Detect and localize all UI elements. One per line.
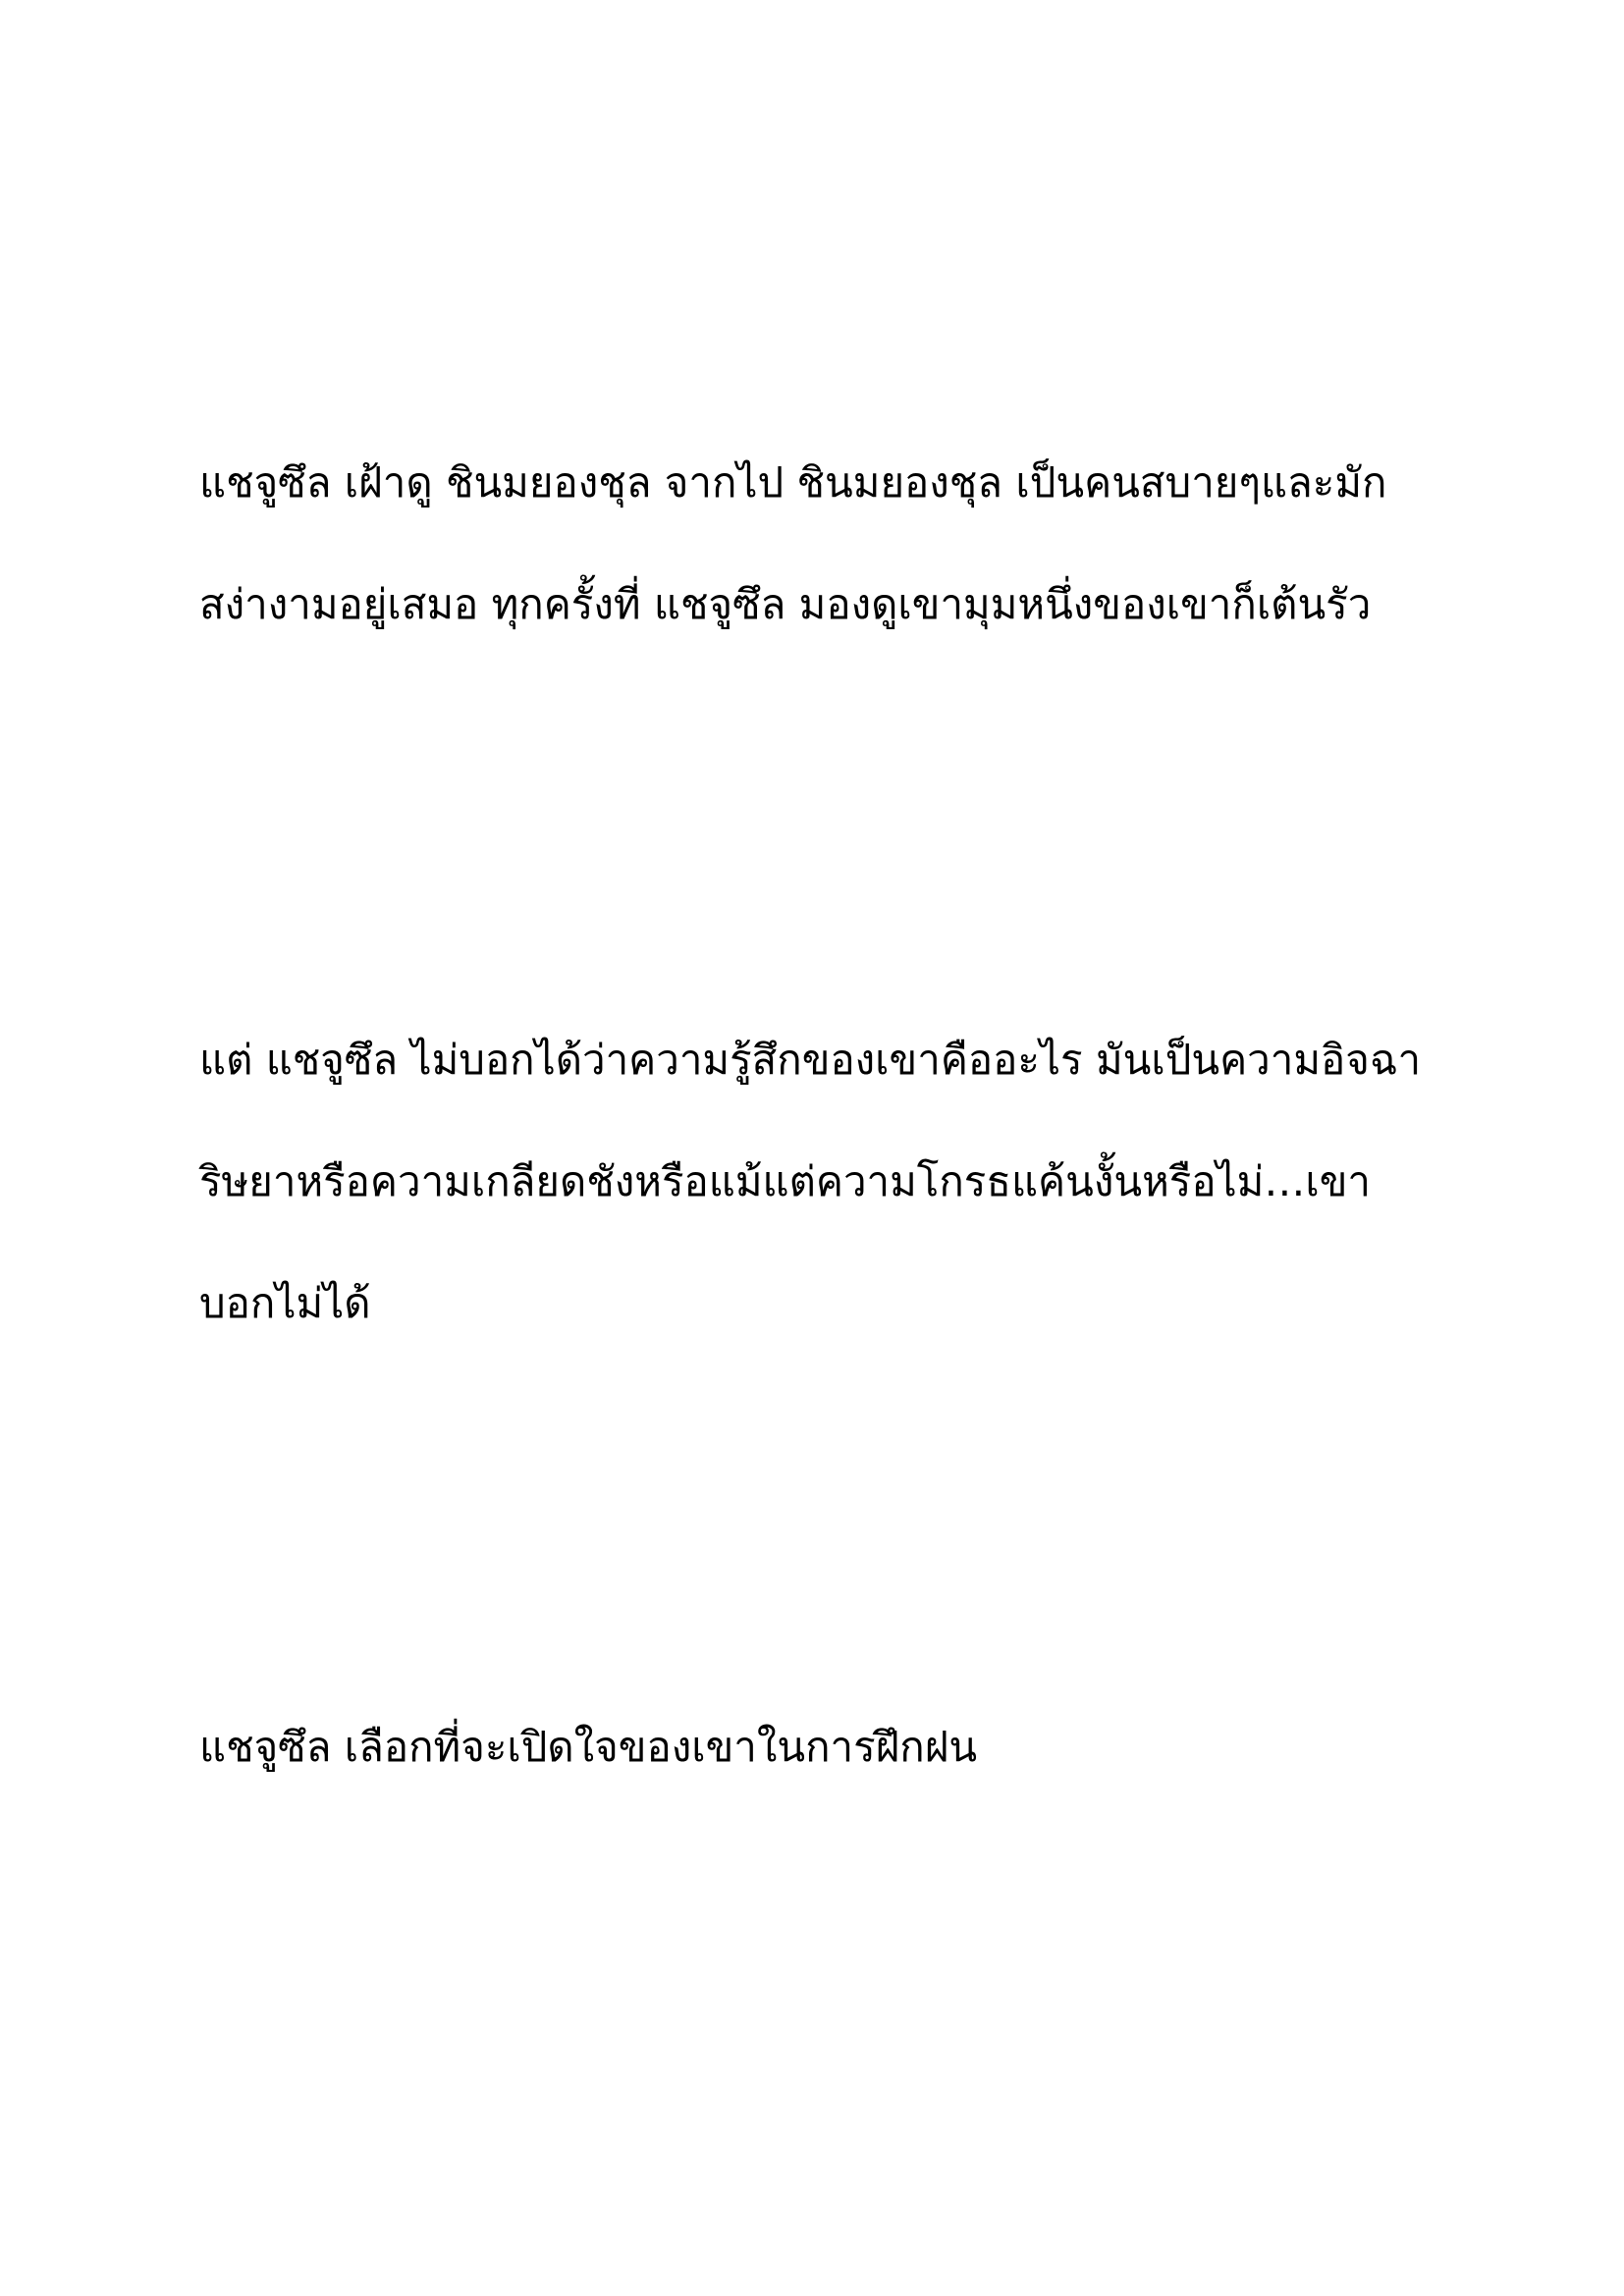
paragraph-1 — [199, 422, 1436, 666]
paragraph-1-line-2: สง่างามอยู่เสมอ ทุกครั้งที่ แชจูซึล มองดูเขามุมหนึ่งของเขาก็เต้นรัว — [199, 580, 1372, 628]
paragraph-2 — [199, 999, 1436, 1364]
paragraph-2-line-2: ริษยาหรือความเกลียดชังหรือแม้แต่ความโกรธแค้นงั้นหรือไม่…เขา — [199, 1157, 1372, 1205]
paragraph-2-line-3: บอกไม่ได้ — [199, 1279, 371, 1327]
paragraph-3-line-1: แชจูซึล เลือกที่จะเปิดใจของเขาในการฝึกฝน — [199, 1723, 978, 1771]
paragraph-1-line-1: แชจูซึล เฝ้าดู ชินมยองชุล จากไป ชินมยองชุล เป็นคนสบายๆและมัก — [199, 458, 1387, 507]
paragraph-2-line-1: แต่ แชจูซึล ไม่บอกได้ว่าความรู้สึกของเขาคืออะไร มันเป็นความอิจฉา — [199, 1036, 1422, 1084]
paragraph-3 — [199, 1686, 1436, 1808]
